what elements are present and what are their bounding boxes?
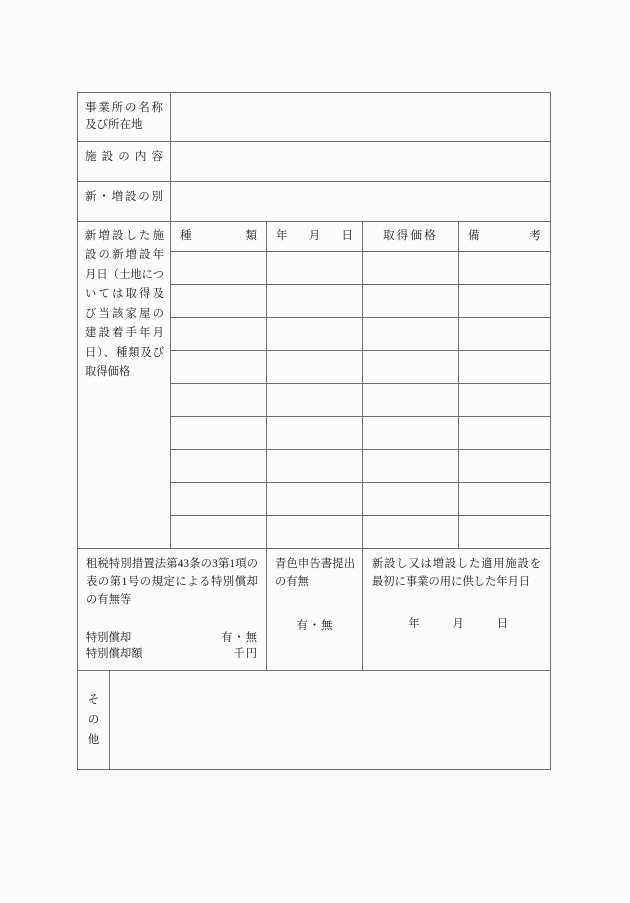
row-detail-headers — [78, 222, 551, 252]
blue-return-heading: 青色申告書提出の有無 — [275, 558, 355, 588]
label-facility-contents-text: 施設の内容 — [85, 151, 163, 163]
cell-note[interactable] — [459, 318, 551, 351]
cell-price[interactable] — [363, 384, 459, 417]
label-office-name-line1: 事業所の名称 — [85, 102, 163, 114]
cell-date[interactable] — [267, 483, 363, 516]
cell-price[interactable] — [363, 285, 459, 318]
first-use-date-heading: 新設し又は増設した適用施設を最初に事業の用に供した年月日 — [372, 558, 541, 588]
cell-date[interactable] — [267, 516, 363, 549]
cell-note[interactable] — [459, 483, 551, 516]
cell-price[interactable] — [363, 252, 459, 285]
field-facility-contents[interactable] — [171, 142, 551, 182]
cell-price[interactable] — [363, 318, 459, 351]
cell-date[interactable] — [267, 450, 363, 483]
cell-note[interactable] — [459, 516, 551, 549]
application-form-table — [77, 92, 551, 671]
row-office-name-address — [78, 93, 551, 142]
cell-type[interactable] — [171, 450, 267, 483]
special-depreciation-label: 特別償却 — [86, 631, 132, 644]
cell-date[interactable] — [267, 285, 363, 318]
cell-type[interactable] — [171, 483, 267, 516]
cell-type[interactable] — [171, 285, 267, 318]
label-detail-block-text: 新増設した施設の新増設年月日（土地については取得及び当該家屋の建設着手年月日）、種類及び取得価格 — [85, 230, 164, 378]
row-other — [78, 671, 551, 770]
header-remarks-text: 備考 — [468, 230, 541, 243]
cell-type[interactable] — [171, 318, 267, 351]
first-use-date-month[interactable]: 月 — [452, 617, 464, 630]
cell-first-use-date — [363, 549, 551, 671]
row-new-or-expansion — [78, 182, 551, 222]
header-type-text: 種類 — [180, 230, 257, 243]
first-use-date-fields[interactable] — [372, 616, 541, 632]
cell-date[interactable] — [267, 351, 363, 384]
cell-note[interactable] — [459, 450, 551, 483]
cell-price[interactable] — [363, 417, 459, 450]
cell-special-depreciation — [78, 549, 267, 671]
label-other — [78, 671, 110, 770]
header-remarks — [459, 222, 551, 252]
cell-date[interactable] — [267, 417, 363, 450]
cell-type[interactable] — [171, 384, 267, 417]
cell-type[interactable] — [171, 252, 267, 285]
special-depreciation-amount-unit[interactable]: 千円 — [233, 648, 258, 661]
header-date — [267, 222, 363, 252]
header-type — [171, 222, 267, 252]
blue-return-answer[interactable]: 有・無 — [296, 619, 334, 632]
row-bottom-band — [78, 549, 551, 671]
special-depreciation-line-1[interactable] — [86, 630, 258, 647]
special-depreciation-heading: 租税特別措置法第43条の3第1項の表の第1号の規定による特別償却の有無等 — [86, 558, 258, 606]
cell-date[interactable] — [267, 384, 363, 417]
first-use-date-day[interactable]: 日 — [496, 617, 508, 630]
cell-note[interactable] — [459, 417, 551, 450]
row-facility-contents — [78, 142, 551, 182]
cell-date[interactable] — [267, 318, 363, 351]
field-other[interactable] — [110, 671, 551, 770]
special-depreciation-value[interactable]: 有・無 — [221, 631, 258, 644]
first-use-date-year[interactable]: 年 — [408, 617, 420, 630]
label-office-address-line2: 及び所在地 — [85, 119, 143, 132]
label-other-char-3: 他 — [87, 734, 100, 747]
cell-date[interactable] — [267, 252, 363, 285]
label-new-or-expansion — [78, 182, 171, 222]
cell-blue-return — [267, 549, 363, 671]
header-date-text: 年月日 — [276, 230, 353, 243]
label-new-or-expansion-text: 新・増設の別 — [85, 191, 163, 203]
label-facility-contents — [78, 142, 171, 182]
cell-note[interactable] — [459, 351, 551, 384]
cell-note[interactable] — [459, 384, 551, 417]
label-other-char-2: の — [87, 714, 100, 727]
label-office-name-address — [78, 93, 171, 142]
other-section-table — [77, 670, 551, 770]
cell-type[interactable] — [171, 516, 267, 549]
cell-price[interactable] — [363, 516, 459, 549]
tax-form-sheet — [77, 92, 550, 770]
cell-note[interactable] — [459, 252, 551, 285]
special-depreciation-answers — [86, 630, 258, 664]
label-other-char-1: そ — [87, 694, 100, 707]
cell-price[interactable] — [363, 483, 459, 516]
special-depreciation-amount-label: 特別償却額 — [86, 648, 143, 661]
cell-type[interactable] — [171, 417, 267, 450]
field-office-name-address[interactable] — [171, 93, 551, 142]
field-new-or-expansion[interactable] — [171, 182, 551, 222]
cell-note[interactable] — [459, 285, 551, 318]
cell-type[interactable] — [171, 351, 267, 384]
label-detail-block — [78, 222, 171, 549]
cell-price[interactable] — [363, 351, 459, 384]
header-acquisition-price-text: 取得価格 — [383, 230, 438, 243]
special-depreciation-line-2[interactable] — [86, 646, 258, 663]
cell-price[interactable] — [363, 450, 459, 483]
header-acquisition-price — [363, 222, 459, 252]
